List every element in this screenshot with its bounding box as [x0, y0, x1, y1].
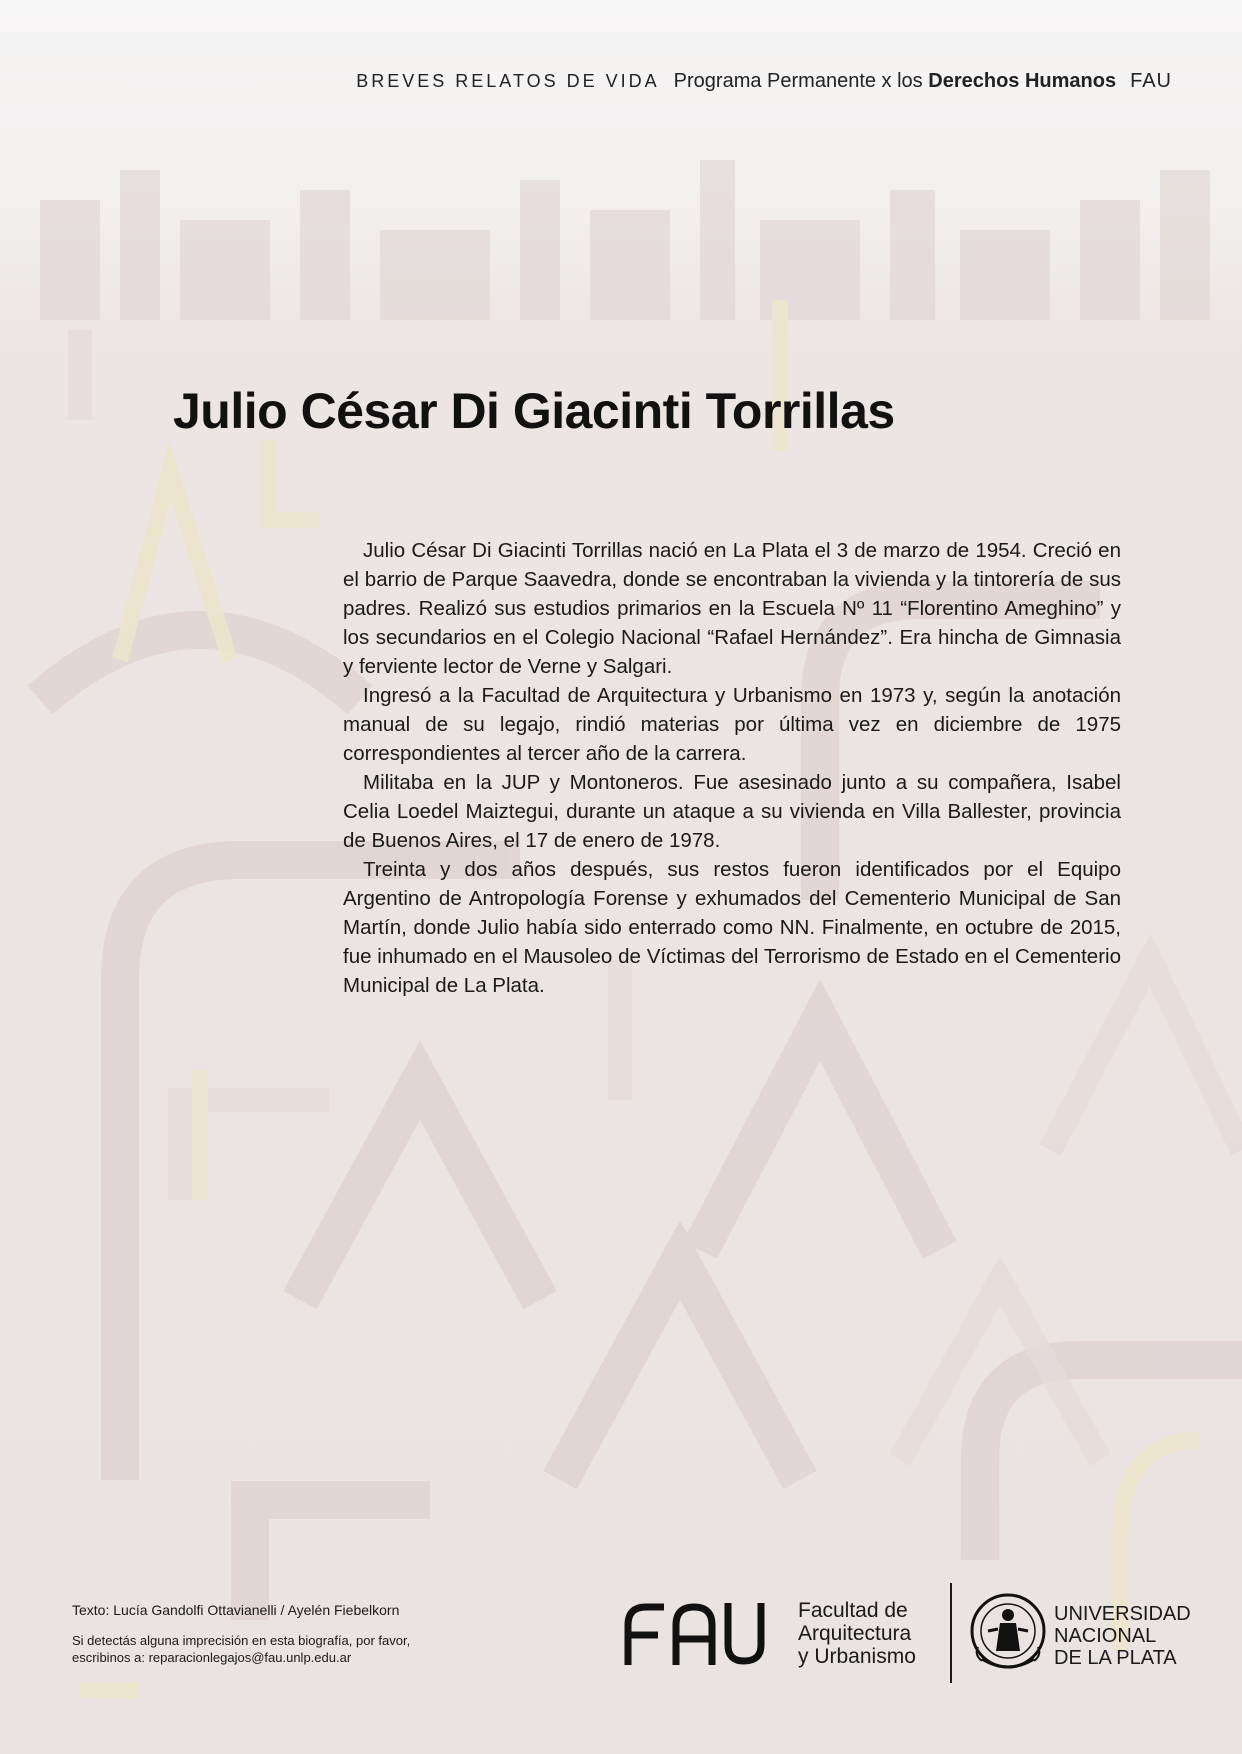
faculty-line-3: y Urbanismo	[798, 1645, 916, 1668]
faculty-line-1: Facultad de	[798, 1599, 908, 1622]
fau-logo	[624, 1603, 769, 1665]
footer-logos	[620, 1583, 1191, 1683]
paragraph-4: Treinta y dos años después, sus restos fueron identificados por el Equipo Argentino de Antropología Forense y exhumados del Cementerio Municipal de San Martín, donde Julio había sido enterrado como NN. Finalmente, en octubre de 2015, fue inhumado en el Mausoleo de Víctimas del Terrorismo de Estado en el Cementerio Municipal de La Plata.	[343, 858, 1121, 997]
header	[356, 70, 1172, 93]
program-bold: Derechos Humanos	[928, 70, 1117, 92]
header-fau-label: FAU	[1130, 70, 1172, 92]
university-name	[1054, 1603, 1191, 1669]
series-label: BREVES RELATOS DE VIDA	[356, 71, 660, 91]
logo-divider	[950, 1583, 952, 1683]
correction-note-line-2: escribinos a: reparacionlegajos@fau.unlp.edu.ar	[72, 1650, 352, 1665]
paragraph-3: Militaba en la JUP y Montoneros. Fue asesinado junto a su compañera, Isabel Celia Loedel Maiztegui, durante un ataque a su vivienda en Villa Ballester, provincia de Buenos Aires, el 17 de enero de 1978.	[343, 771, 1121, 852]
program-prefix: Programa Permanente x los	[673, 70, 923, 92]
page-title: Julio César Di Giacinti Torrillas	[173, 383, 895, 439]
university-line-3: DE LA PLATA	[1054, 1647, 1177, 1669]
program-label	[674, 70, 1116, 93]
correction-note	[72, 1632, 492, 1666]
biography-text	[343, 536, 1121, 1000]
university-seal-icon	[968, 1589, 1048, 1677]
paragraph-2: Ingresó a la Facultad de Arquitectura y Urbanismo en 1973 y, según la anotación manual de su legajo, rindió materias por última vez en diciembre de 1975 correspondientes al tercer año de la carrera.	[343, 684, 1121, 765]
university-line-1: UNIVERSIDAD	[1054, 1603, 1191, 1625]
author-credit: Texto: Lucía Gandolfi Ottavianelli / Ayelén Fiebelkorn	[72, 1602, 400, 1618]
faculty-name	[798, 1599, 916, 1668]
university-line-2: NACIONAL	[1054, 1625, 1157, 1647]
credits	[72, 1602, 492, 1666]
faculty-line-2: Arquitectura	[798, 1622, 912, 1645]
correction-note-line-1: Si detectás alguna imprecisión en esta biografía, por favor,	[72, 1633, 411, 1648]
paragraph-1: Julio César Di Giacinti Torrillas nació en La Plata el 3 de marzo de 1954. Creció en el barrio de Parque Saavedra, donde se encontraban la vivienda y la tintorería de sus padres. Realizó sus estudios primarios en la Escuela Nº 11 “Florentino Ameghino” y los secundarios en el Colegio Nacional “Rafael Hernández”. Era hincha de Gimnasia y ferviente lector de Verne y Salgari.	[343, 539, 1121, 678]
